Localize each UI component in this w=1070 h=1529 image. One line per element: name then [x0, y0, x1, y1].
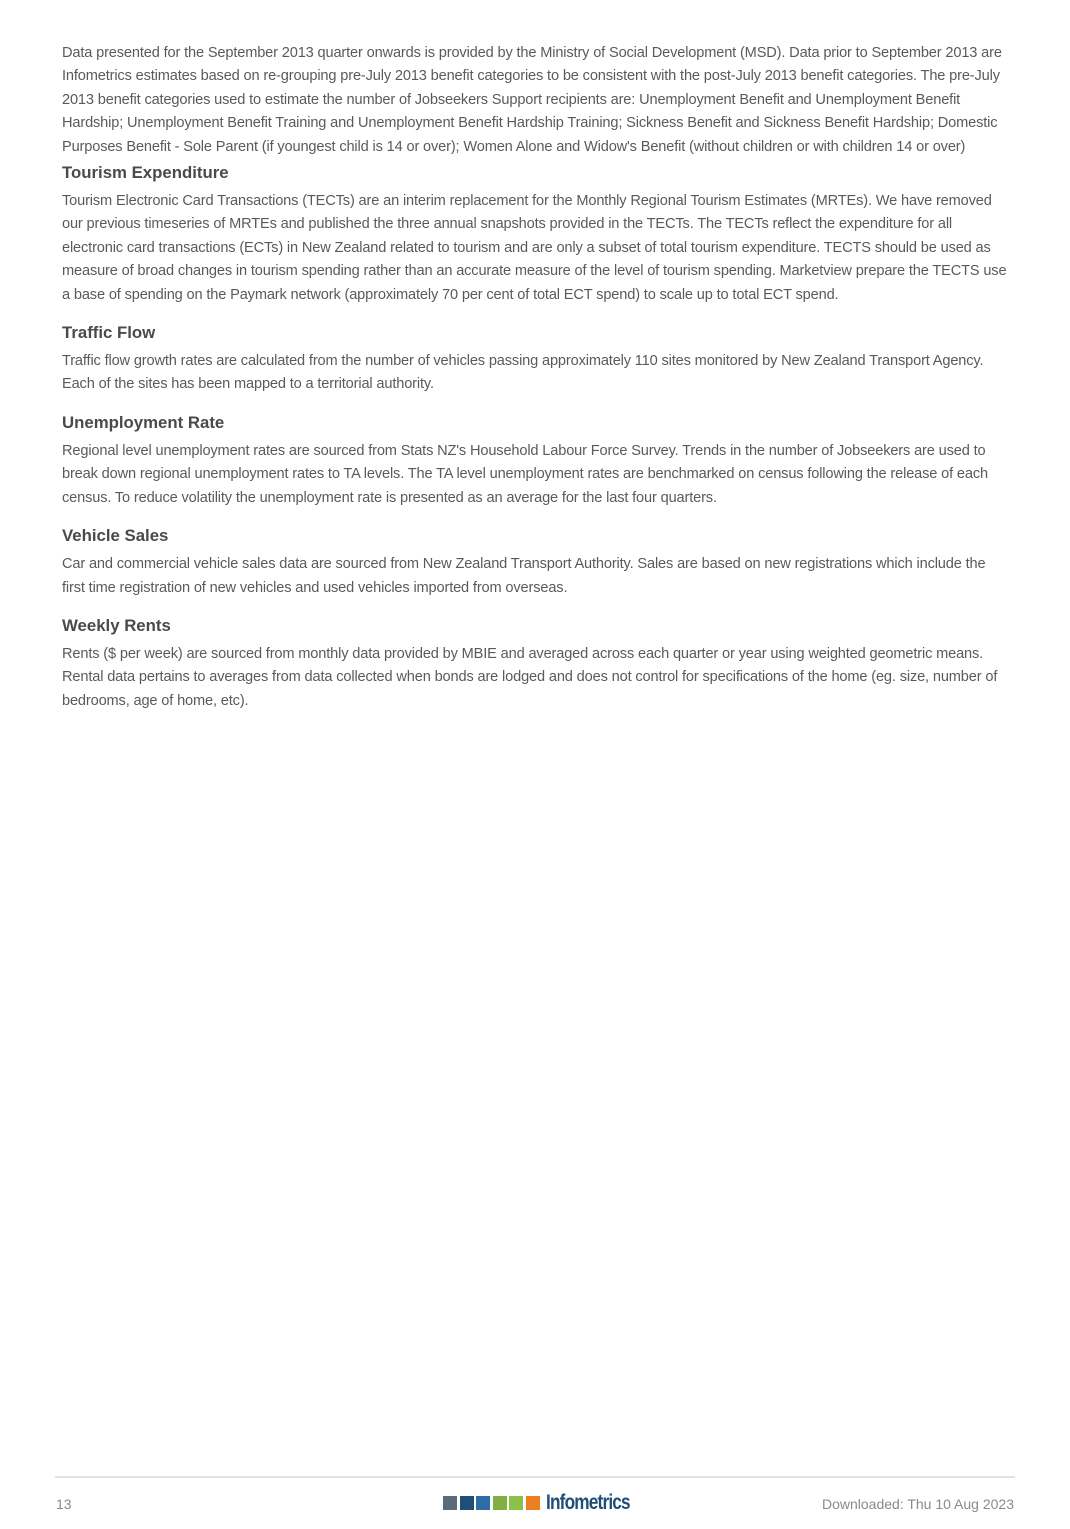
download-date: Downloaded: Thu 10 Aug 2023	[821, 1496, 1014, 1512]
logo-square	[460, 1496, 474, 1510]
section-title: Weekly Rents	[62, 615, 171, 635]
section-text: Rents ($ per week) are sourced from monthly data provided by MBIE and averaged across each quarter or year using weighted geometric means. Rental data pertains to averages from data collected when bonds are lodged and does not control for specifications of the home (eg. size, number of bedrooms, age of home, etc).	[62, 645, 998, 709]
section-tourism-expenditure	[62, 162, 1012, 307]
section-title: Traffic Flow	[62, 323, 156, 343]
logo-squares-icon	[443, 1496, 542, 1510]
logo-square	[443, 1496, 457, 1510]
logo-square	[526, 1496, 540, 1510]
section-vehicle-sales	[62, 525, 1012, 600]
section-text: Regional level unemployment rates are sourced from Stats NZ's Household Labour Force Survey. Trends in the number of Jobseekers are used to break down regional unemployment rates to TA levels. The TA level unemployment rates are benchmarked on census following the release of each census. To reduce volatility the unemployment rate is presented as an average for the last four quarters.	[62, 442, 988, 506]
logo-text: Infometrics	[546, 1491, 630, 1514]
page-number: 13	[56, 1496, 72, 1512]
section-text: Tourism Electronic Card Transactions (TECTs) are an interim replacement for the Monthly Regional Tourism Estimates (MRTEs). We have removed our previous timeseries of MRTEs and published the three annual snapshots provided in the TECTs. The TECTs reflect the expenditure for all electronic card transactions (ECTs) in New Zealand related to tourism and are only a subset of total tourism expenditure. TECTS should be used as measure of broad changes in tourism spending rather than an accurate measure of the level of tourism spending. Marketview prepare the TECTS use a base of spending on the Paymark network (approximately 70 per cent of total ECT spend) to scale up to total ECT spend.	[62, 193, 1007, 303]
logo-square	[509, 1496, 523, 1510]
section-text: Car and commercial vehicle sales data are sourced from New Zealand Transport Authority. Sales are based on new registrations which include the first time registration of new vehicles and used vehicles imported from overseas.	[62, 556, 986, 596]
logo-square	[476, 1496, 490, 1510]
section-title: Tourism Expenditure	[62, 163, 229, 183]
footer-divider	[55, 1476, 1015, 1478]
page-content	[62, 42, 1012, 713]
section-title: Unemployment Rate	[62, 412, 225, 432]
infometrics-logo	[443, 1490, 648, 1516]
section-title: Vehicle Sales	[62, 526, 169, 546]
logo-square	[493, 1496, 507, 1510]
section-weekly-rents	[62, 615, 1012, 713]
section-traffic-flow	[62, 322, 1012, 397]
intro-paragraph: Data presented for the September 2013 quarter onwards is provided by the Ministry of Social Development (MSD). Data prior to September 2013 are Infometrics estimates based on re-grouping pre-July 2013 benefit categories to be consistent with the post-July 2013 benefit categories. The pre-July 2013 benefit categories used to estimate the number of Jobseekers Support recipients are: Unemployment Benefit and Unemployment Benefit Hardship; Unemployment Benefit Training and Unemployment Benefit Hardship Training; Sickness Benefit and Sickness Benefit Hardship; Domestic Purposes Benefit - Sole Parent (if youngest child is 14 or over); Women Alone and Widow's Benefit (without children or with children 14 or over)	[62, 45, 1002, 155]
section-unemployment-rate	[62, 412, 1012, 510]
section-text: Traffic flow growth rates are calculated from the number of vehicles passing approximately 110 sites monitored by New Zealand Transport Agency. Each of the sites has been mapped to a territorial authority.	[62, 353, 984, 393]
